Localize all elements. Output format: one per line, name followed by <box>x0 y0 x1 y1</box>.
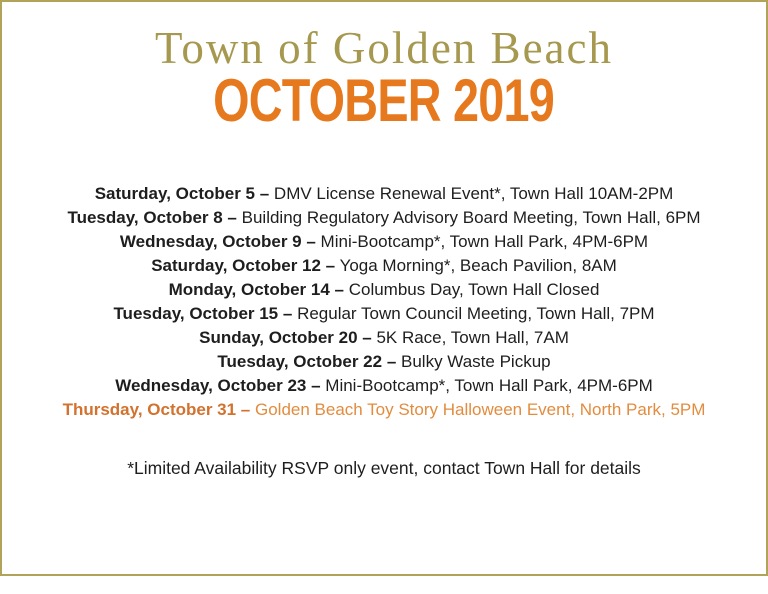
event-row <box>2 206 766 230</box>
event-date: Tuesday, October 8 – <box>67 208 237 227</box>
event-date: Tuesday, October 15 – <box>113 304 293 323</box>
event-description: DMV License Renewal Event*, Town Hall 10AM-2PM <box>273 184 674 203</box>
event-description: Columbus Day, Town Hall Closed <box>348 280 600 299</box>
event-description: Mini-Bootcamp*, Town Hall Park, 4PM-6PM <box>320 232 649 251</box>
month-title <box>2 67 766 134</box>
event-description: Bulky Waste Pickup <box>401 352 551 371</box>
event-description: Golden Beach Toy Story Halloween Event, North Park, 5PM <box>255 400 706 419</box>
month-title-text: OCTOBER 2019 <box>213 67 555 134</box>
event-row <box>2 398 766 422</box>
event-date: Wednesday, October 9 – <box>119 232 316 251</box>
event-date: Monday, October 14 – <box>168 280 344 299</box>
flyer-page <box>2 22 766 594</box>
event-row <box>2 182 766 206</box>
event-date: Saturday, October 5 – <box>94 184 270 203</box>
event-description: Building Regulatory Advisory Board Meeting, Town Hall, 6PM <box>241 208 701 227</box>
event-row <box>2 302 766 326</box>
event-description: Regular Town Council Meeting, Town Hall, 7PM <box>297 304 655 323</box>
event-row <box>2 326 766 350</box>
event-row <box>2 350 766 374</box>
footnote: *Limited Availability RSVP only event, contact Town Hall for details <box>127 458 641 478</box>
event-date: Tuesday, October 22 – <box>217 352 397 371</box>
event-date: Saturday, October 12 – <box>151 256 336 275</box>
event-date: Sunday, October 20 – <box>199 328 372 347</box>
event-description: Yoga Morning*, Beach Pavilion, 8AM <box>339 256 617 275</box>
event-row <box>2 230 766 254</box>
event-description: Mini-Bootcamp*, Town Hall Park, 4PM-6PM <box>325 376 653 395</box>
event-row <box>2 374 766 398</box>
event-list <box>2 182 766 422</box>
event-date: Wednesday, October 23 – <box>115 376 321 395</box>
event-description: 5K Race, Town Hall, 7AM <box>376 328 569 347</box>
event-row <box>2 278 766 302</box>
event-row <box>2 254 766 278</box>
town-title: Town of Golden Beach <box>155 23 613 73</box>
event-date: Thursday, October 31 – <box>62 400 251 419</box>
